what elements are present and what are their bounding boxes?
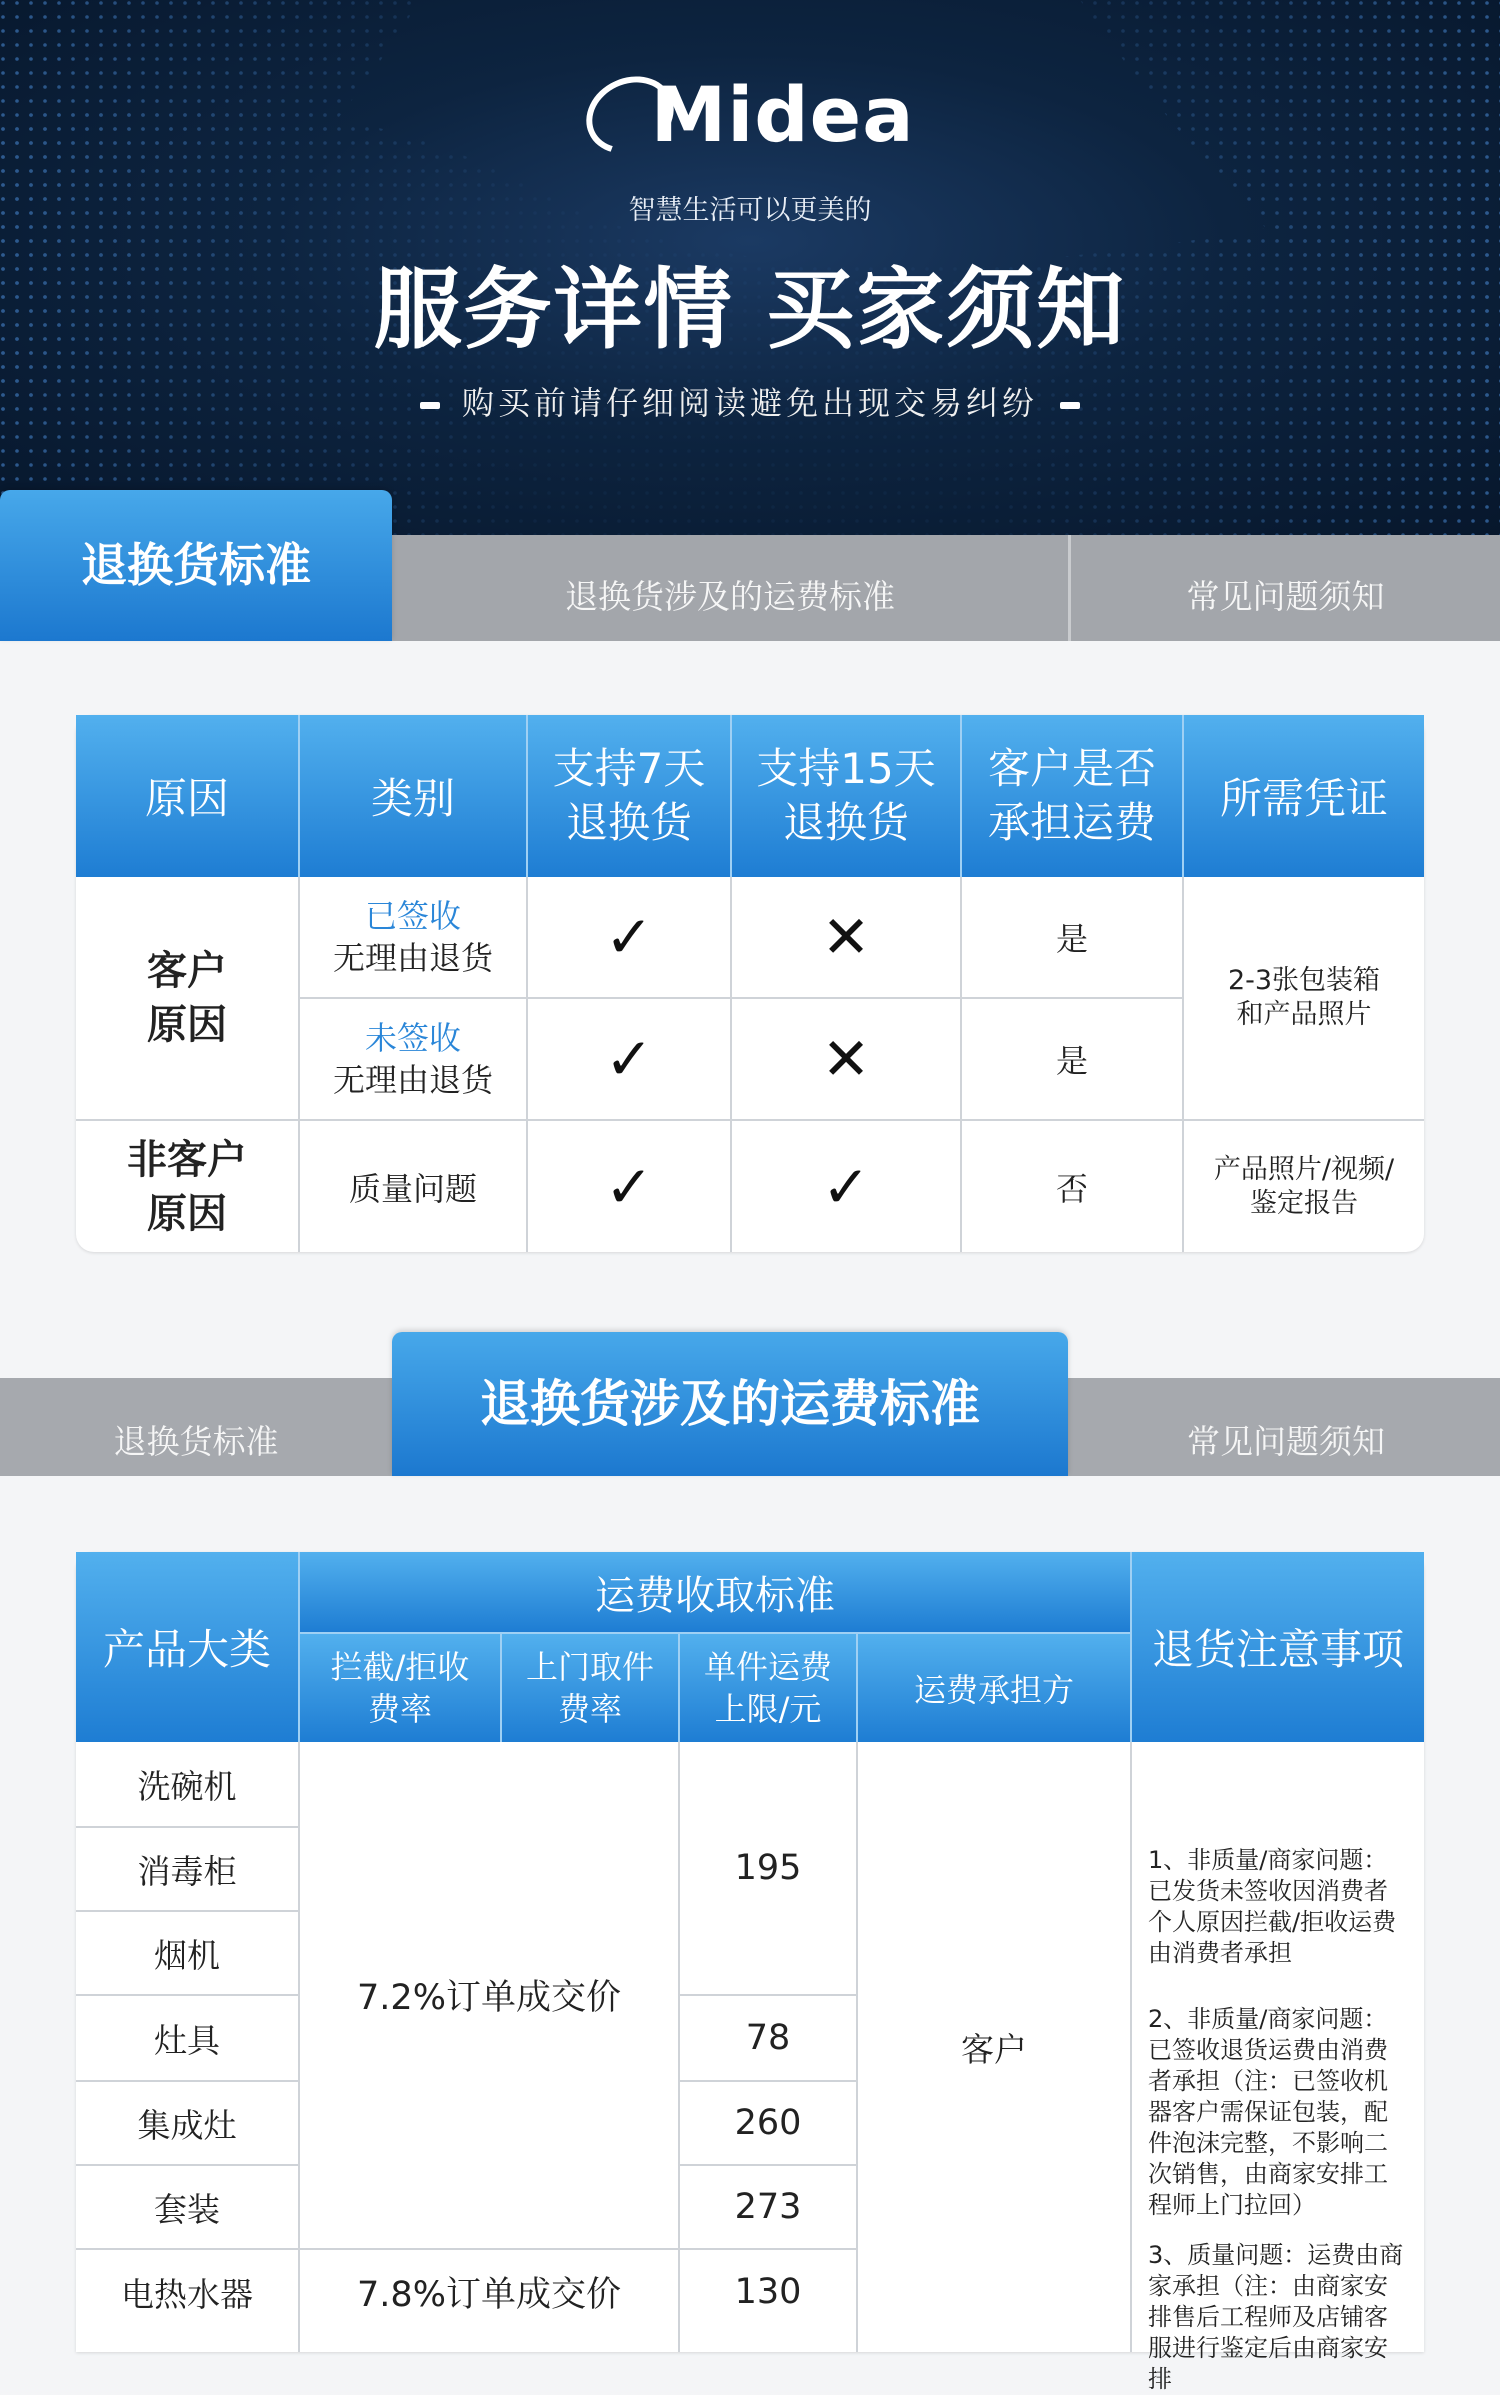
- th-return-notes: 退货注意事项: [1132, 1552, 1424, 1742]
- page-title: 服务详情 买家须知: [373, 258, 1127, 361]
- brand-slogan: 智慧生活可以更美的: [628, 195, 872, 226]
- return-note-3: 3、质量问题：运费由商家承担（注：由商家安排售后工程师及店铺客服进行鉴定后由商家安排: [1148, 2241, 1404, 2393]
- cap-260: 260: [734, 2103, 802, 2143]
- tab-faq[interactable]: 常见问题须知: [1186, 577, 1385, 616]
- header-divider: [960, 715, 962, 877]
- th-product-category: 产品大类: [76, 1552, 298, 1742]
- th-7-day: 支持7天 退换货: [528, 715, 730, 877]
- row2-7day-check-icon: ✓: [604, 1025, 654, 1093]
- proof-non-customer: 产品照片/视频/ 鉴定报告: [1213, 1153, 1395, 1219]
- cap-195: 195: [734, 1848, 802, 1888]
- header-divider: [300, 1632, 1130, 1634]
- cap-78: 78: [745, 2018, 791, 2058]
- category-stove: 灶具: [154, 2020, 220, 2060]
- th-proof: 所需凭证: [1184, 715, 1424, 877]
- th-fee-standard: 运费收取标准: [300, 1552, 1130, 1632]
- row1-15day-cross-icon: ✕: [821, 903, 871, 971]
- proof-customer: 2-3张包装箱 和产品照片: [1227, 965, 1381, 1030]
- row3-category: 质量问题: [348, 1169, 477, 1208]
- tab-shipping-standard-active[interactable]: 退换货涉及的运费标准: [392, 1332, 1068, 1476]
- category-dishwasher: 洗碗机: [137, 1766, 237, 1806]
- logo-text: Midea: [650, 70, 915, 159]
- hero-banner: [0, 0, 1500, 535]
- th-pickup-rate: 上门取件 费率: [502, 1634, 678, 1742]
- tab-faq[interactable]: 常见问题须知: [1187, 1422, 1385, 1461]
- row2-category: [300, 999, 526, 1119]
- group-customer-reason: 客户 原因: [147, 948, 227, 1048]
- header-divider: [526, 715, 528, 877]
- th-reason: 原因: [76, 715, 298, 877]
- row2-15day-cross-icon: ✕: [821, 1025, 871, 1093]
- category-range-hood: 烟机: [154, 1935, 220, 1975]
- header-divider: [298, 1552, 300, 1742]
- rate-water-heater: 7.8%订单成交价: [357, 2275, 621, 2315]
- th-fee-payer: 运费承担方: [858, 1634, 1130, 1742]
- header-divider: [678, 1634, 680, 1742]
- row3-fee: 否: [1055, 1169, 1088, 1208]
- row1-category: [300, 877, 526, 997]
- category-integrated-stove: 集成灶: [137, 2105, 237, 2145]
- row1-7day-check-icon: ✓: [604, 903, 654, 971]
- return-note-1: 1、非质量/商家问题：已发货未签收因消费者个人原因拦截/拒收运费由消费者承担: [1148, 1846, 1397, 1967]
- tab-return-standard[interactable]: 退换货标准: [113, 1422, 279, 1461]
- page-subtitle: [0, 378, 1500, 424]
- shipping-fee-table: [76, 1552, 1424, 2393]
- rate-standard: 7.2%订单成交价: [357, 1978, 621, 2018]
- header-divider: [856, 1634, 858, 1742]
- return-standard-table: [76, 715, 1424, 1252]
- row2-category-type: 无理由退货: [332, 1061, 493, 1099]
- th-15-day: 支持15天 退换货: [732, 715, 960, 877]
- row1-category-status: 已签收: [364, 897, 461, 935]
- cap-273: 273: [734, 2187, 802, 2227]
- row1-category-type: 无理由退货: [332, 939, 493, 977]
- header-divider: [298, 715, 300, 877]
- header-divider: [500, 1634, 502, 1742]
- row3-15day-check-icon: ✓: [821, 1152, 871, 1221]
- header-divider: [1130, 1552, 1132, 1742]
- dash-right-icon: [1060, 402, 1080, 409]
- th-intercept-rate: 拦截/拒收 费率: [300, 1634, 500, 1742]
- th-shipping-fee: 客户是否 承担运费: [962, 715, 1182, 877]
- category-water-heater: 电热水器: [121, 2274, 253, 2314]
- row2-fee: 是: [1055, 1042, 1088, 1080]
- row2-category-status: 未签收: [364, 1019, 461, 1057]
- grid-line: [1130, 1742, 1132, 2352]
- th-fee-cap: 单件运费 上限/元: [680, 1634, 856, 1742]
- row1-fee: 是: [1055, 920, 1088, 958]
- dash-left-icon: [420, 402, 440, 409]
- cap-130: 130: [734, 2272, 802, 2312]
- tab-return-standard-active[interactable]: 退换货标准: [0, 490, 392, 641]
- fee-payer-customer: 客户: [961, 2029, 1027, 2069]
- category-bundle: 套装: [154, 2189, 220, 2229]
- th-category: 类别: [300, 715, 526, 877]
- category-disinfection-cabinet: 消毒柜: [137, 1851, 237, 1891]
- row3-7day-check-icon: ✓: [604, 1152, 654, 1221]
- return-note-2: 2、非质量/商家问题：已签收退货运费由消费者承担（注：已签收机器客户需保证包装，配件泡沫完整，不影响二次销售，由商家安排工程师上门拉回）: [1148, 2005, 1388, 2219]
- brand-logo: [0, 70, 1500, 159]
- header-divider: [730, 715, 732, 877]
- page-subtitle-text: 购买前请仔细阅读避免出现交易纠纷: [461, 384, 1038, 422]
- header-divider: [1182, 715, 1184, 877]
- tab-shipping-standard[interactable]: 退换货涉及的运费标准: [565, 577, 895, 616]
- group-non-customer-reason: 非客户 原因: [127, 1136, 247, 1237]
